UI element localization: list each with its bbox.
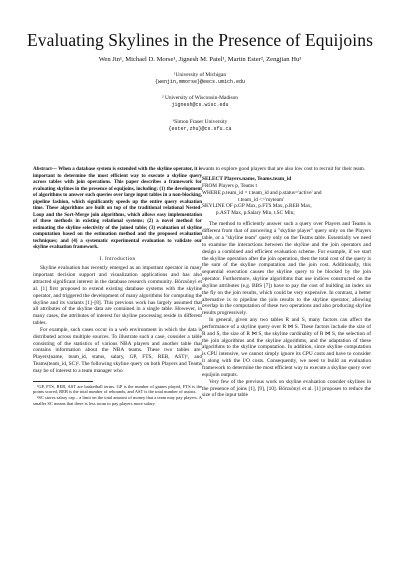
- body-paragraph: The method to efficiently answer such a query over Players and Teams is different from that of answering a "skyline player" query only on the Players table, or a "skyline team" query only on the Teams table. Essentially we need to examine the interactions between the skyline and the join operators and design a combined and efficient evaluation scheme. For example, if we start the skyline operation after the join operation, then the total cost of the query is the sum of the skyline computation and the join cost. Additionally, this sequential execution causes the skyline query to be blocked by the join operator. Furthermore, skyline algorithms that use indices constructed on the skyline attributes (e.g. BBS [7]) have to pay the cost of building an index on the fly on the join results, which could be very expensive. In contrast, a better alternative is to pipeline the join results to the skyline operator, allowing overlap in the computation of these two operations and also producing skyline results progressively.: [202, 221, 371, 317]
- footnote-rule: [33, 381, 93, 382]
- query-line: SKYLINE OF p.GP Max, p.FTS Max, p.REB Max,: [202, 203, 312, 210]
- query-line: FROM Players p, Teams t: [202, 182, 258, 189]
- author-list: Wen Jin¹, Michael D. Morse¹, Jignesh M. Patel¹, Martin Ester², Zengjian Hu³: [98, 56, 302, 63]
- body-paragraph: Very few of the previous work on skyline evaluation consider skylines in the presence of joins [1], [9], [10]. Börzsönyi et al. [1] proposes to reduce the size of the input table: [202, 378, 371, 399]
- affiliation-2: [0, 95, 400, 109]
- footnote: ¹GP, FTS, REB, AST are basketball terms. GP is the number of games played, FTS is the points scored, REB is the total number of rebounds, and AST is the total number of assists.: [33, 383, 202, 395]
- affiliation-name: ¹University of Michigan: [173, 72, 227, 78]
- right-column: [202, 166, 371, 399]
- sql-query: [202, 176, 371, 217]
- footnote: ²SC stores salary cap – a limit on the total amount of money that a team may pay players. A smaller SC means that there is less room to pay players more salary.: [33, 395, 202, 406]
- body-paragraph: wants to explore good players that are also low cost to recruit for their team.: [202, 166, 366, 172]
- query-line: SELECT Players.name, Teams.team_id: [202, 175, 292, 182]
- query-line: t.team_id <>'myteam': [238, 196, 285, 203]
- affiliation-name: ³Simon Fraser University: [172, 119, 228, 125]
- body-paragraph: Skyline evaluation has recently emerged as an important operator in many important decision support and visualization applications and has also attracted significant interest in the database research community. Börzsönyi et al. [1] first proposed to extend existing database systems with the skyline operator, and triggered the development of many algorithms for computing the skyline and its variants [1]–[8]. This previous work has largely assumed that all attributes of the skyline data are contained in a single table. However, in many cases, the attributes of interest for skyline processing reside in different tables.: [33, 265, 202, 327]
- section-heading: I. Introduction: [99, 255, 136, 262]
- affiliation-1: [0, 72, 400, 86]
- body-paragraph: In general, given any two tables R and S, many factors can affect the performance of a skyline query over R ⋈ S. These factors include the size of R and S, the size of R ⋈ S, the skyline cardinality of R ⋈ S, the selection of the join algorithms and the skyline algorithms, and the adaptation of these algorithms to the skyline computation. In addition, since skyline computation is CPU intensive, we cannot simply ignore its CPU costs and have to consider it along with the I/O costs. Consequently, we need to build an evaluation framework to determine the most efficient way to execute a skyline query over equijoin outputs.: [202, 317, 371, 378]
- affiliation-email: {wenjin,mmorse}@eecs.umich.edu: [154, 79, 245, 85]
- paper-title: Evaluating Skylines in the Presence of Equijoins: [27, 30, 373, 50]
- affiliation-3: [0, 119, 400, 133]
- abstract: Abstract— When a database system is extended with the skyline operator, it is important to determine the most efficient way to execute a skyline query across tables with join operations. This paper describes a framework for evaluating skylines in the presence of equijoins, including: (1) the development of algorithms to answer such queries over large input tables in a non-blocking, pipeline fashion, which significantly speeds up the entire query evaluation time. These algorithms are built on top of the traditional relational Nested-Loop and the Sort-Merge join algorithms, which allows easy implementation of these methods in existing relational systems; (2) a novel method for estimating the skyline selectivity of the joined table; (3) evaluation of skyline computation based on the estimation method and the proposed evaluation techniques; and (4) a systematic experimental evaluation to validate our skyline evaluation framework.: [33, 166, 202, 250]
- body-paragraph: For example, such cases occur in a web environment in which the data is distributed across multiple sources. To illustrate such a case, consider a table consisting of the statistics of various NBA players and another table that contains information about the NBA teams. These two tables are: Players(name, team_id, status, salary, GP, FTS, REB, AST)¹, and Teams(team_id, SC)². The following skyline query on both Players and Teams may be of interest to a team manager who: [33, 326, 202, 374]
- affiliation-email: jignesh@cs.wisc.edu: [171, 102, 229, 108]
- affiliation-email: {ester,zhu}@cs.sfu.ca: [168, 126, 232, 132]
- query-line: WHERE p.team_id = t.team_id and p.status='active' and: [202, 189, 322, 196]
- affiliation-name: ² University of Wisconsin-Madison: [161, 95, 238, 101]
- query-line: p.AST Max, p.Salary Min, t.SC Min;: [216, 210, 295, 217]
- left-column: [33, 166, 202, 406]
